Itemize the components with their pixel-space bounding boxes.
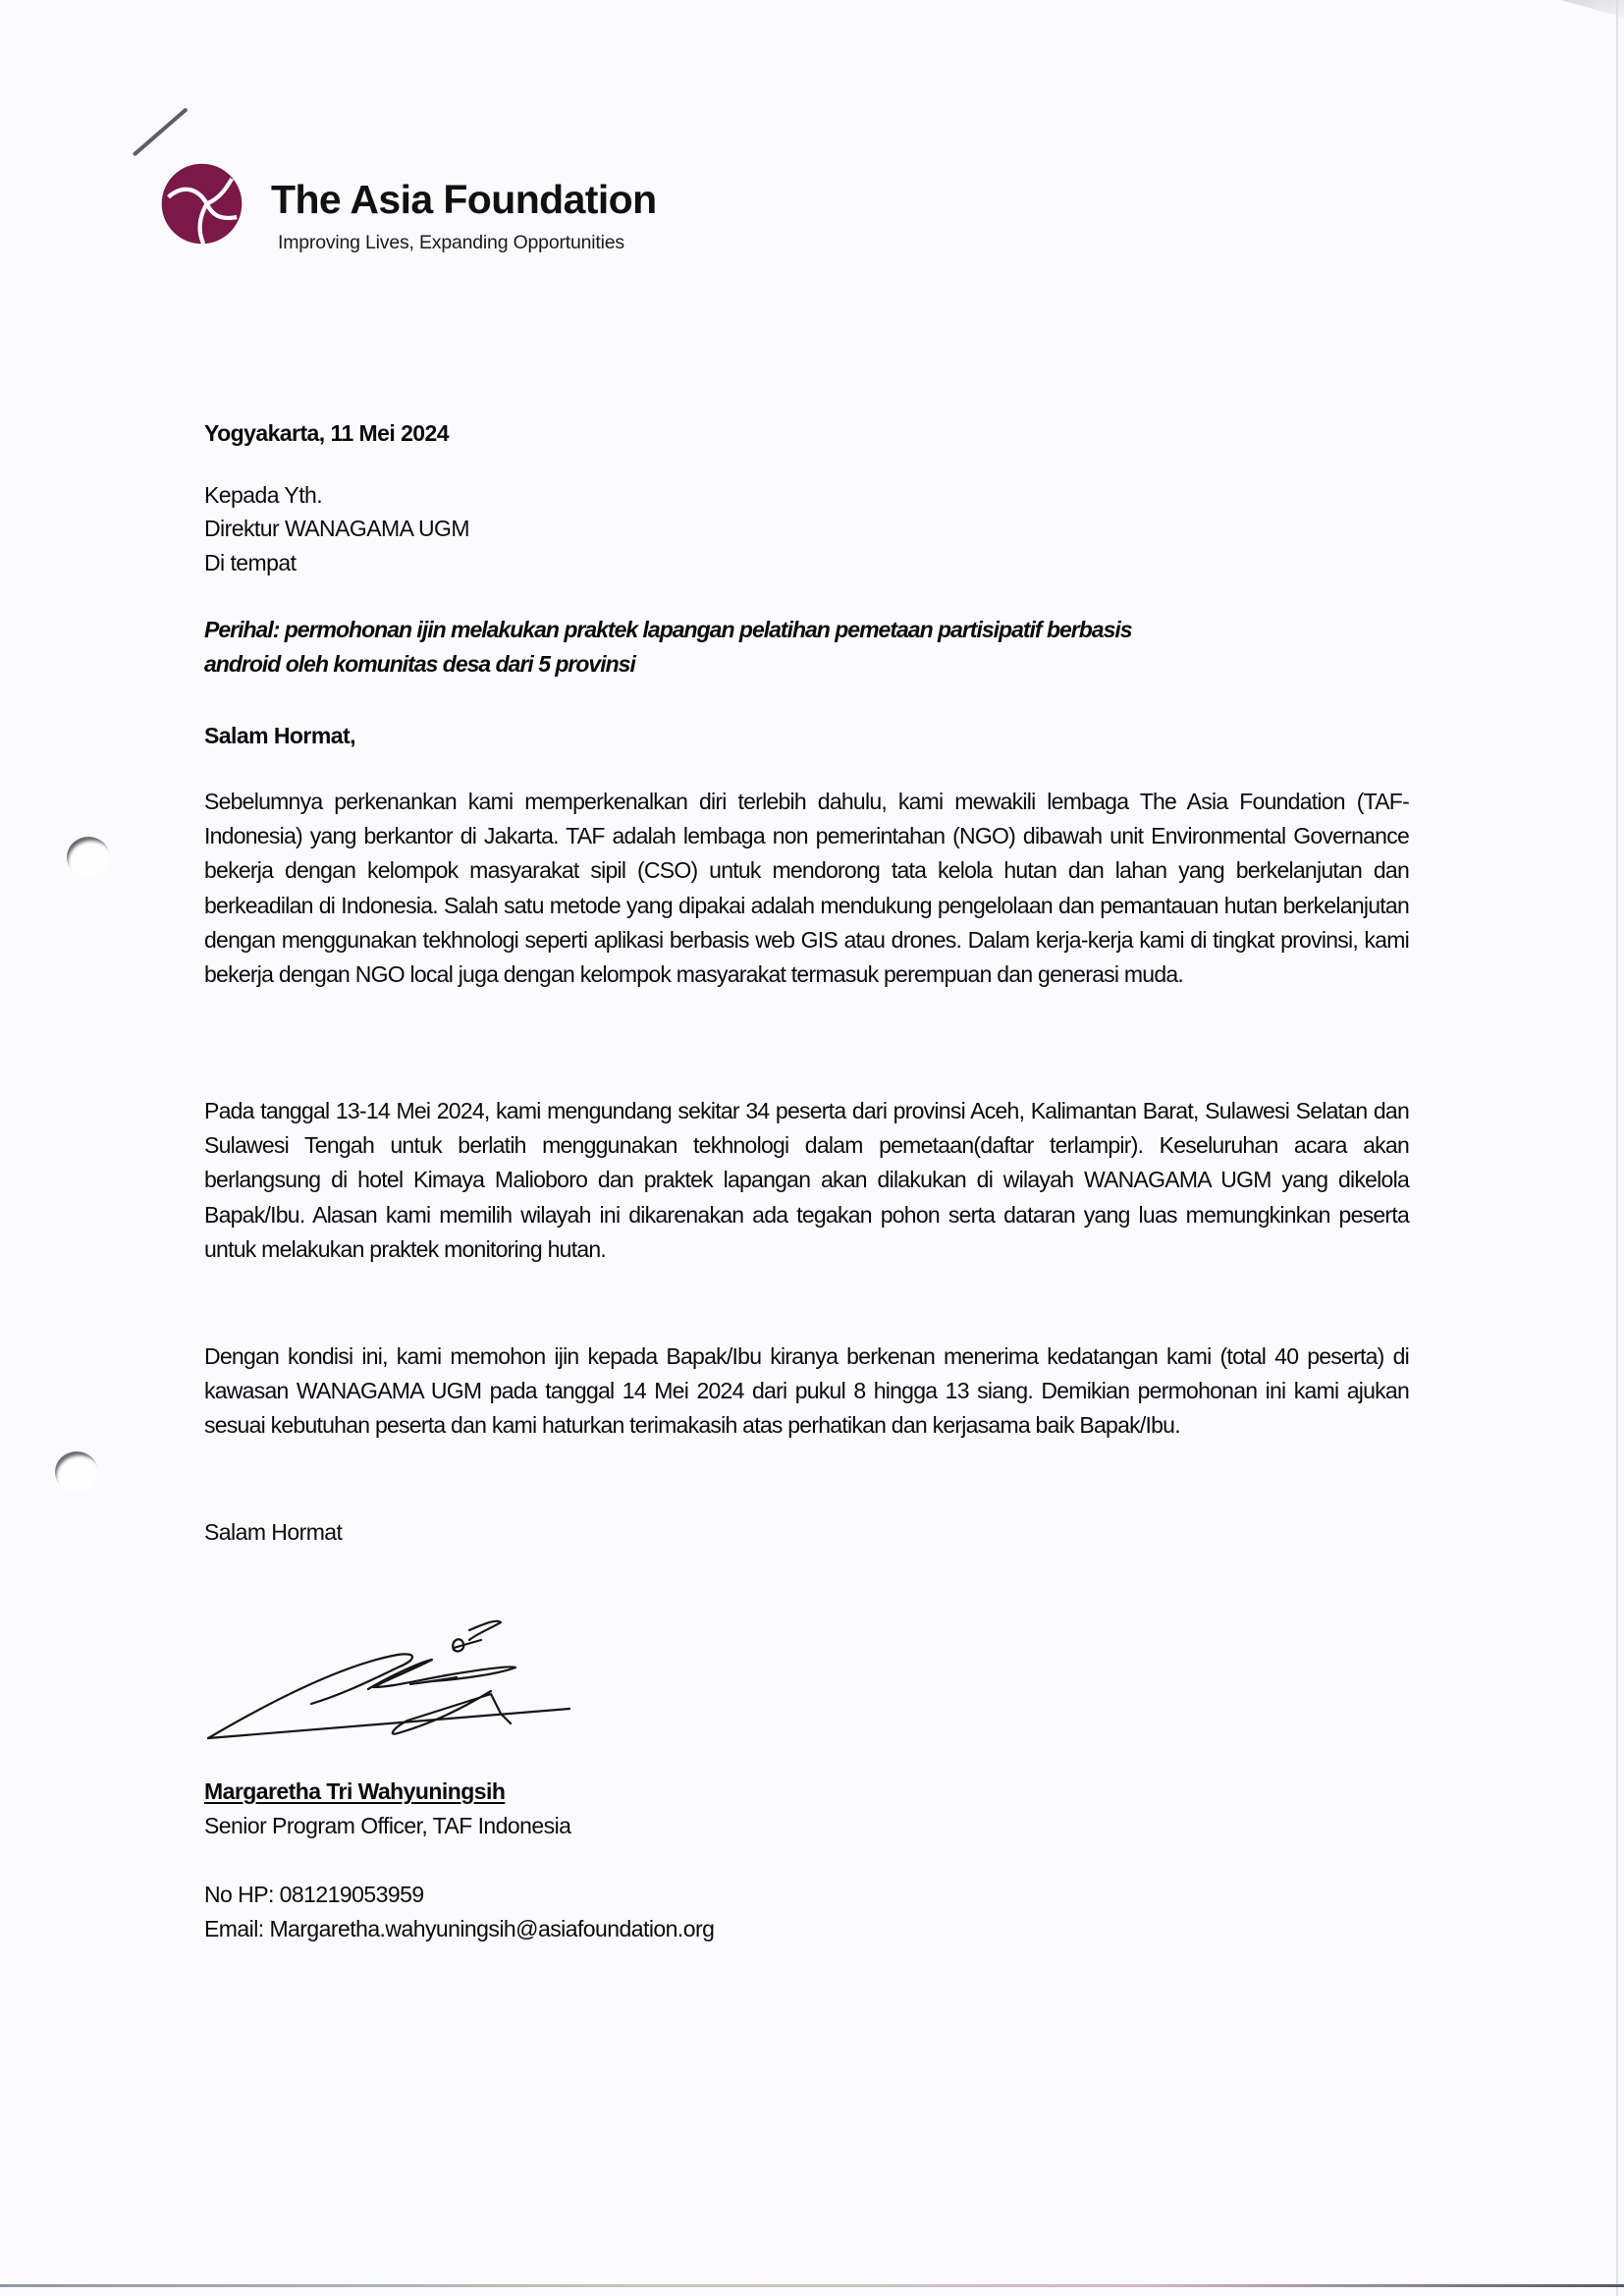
asia-foundation-logo-icon bbox=[160, 162, 244, 246]
subject-line bbox=[204, 613, 1363, 682]
body-paragraph-event: Pada tanggal 13-14 Mei 2024, kami mengundang sekitar 34 peserta dari provinsi Aceh, Kalimantan Barat, Sulawesi Selatan dan Sulawesi Tengah untuk berlatih menggunakan tekhnologi dalam pemetaan(daftar terlampir). Keseluruhan acara akan berlangsung di hotel Kimaya Malioboro dan praktek lapangan akan dilakukan di wilayah WANAGAMA UGM yang dikelola Bapak/Ibu. Alasan kami memilih wilayah ini dikarenakan ada tegakan pohon serta dataran yang luas memungkinkan peserta untuk melakukan praktek monitoring hutan. bbox=[204, 1098, 1409, 1262]
punch-hole-top bbox=[67, 837, 110, 878]
subject-line-1: Perihal: permohonan ijin melakukan praktek lapangan pelatihan pemetaan partisipatif berbasis bbox=[204, 617, 1132, 642]
signatory-email: Email: Margaretha.wahyuningsih@asiafoundation.org bbox=[204, 1916, 715, 1941]
recipient-location: Di tempat bbox=[204, 550, 297, 575]
signatory-phone: No HP: 081219053959 bbox=[204, 1882, 424, 1907]
place-date: Yogyakarta, 11 Mei 2024 bbox=[204, 420, 450, 446]
body-paragraph-request: Dengan kondisi ini, kami memohon ijin kepada Bapak/Ibu kiranya berkenan menerima kedatangan kami (total 40 peserta) di kawasan WANAGAMA UGM pada tanggal 14 Mei 2024 dari pukul 8 hingga 13 siang. Demikian permohonan ini kami ajukan sesuai kebutuhan peserta dan kami haturkan terimakasih atas perhatikan dan kerjasama baik Bapak/Ibu. bbox=[204, 1343, 1409, 1439]
subject-line-2: android oleh komunitas desa dari 5 provinsi bbox=[204, 651, 635, 677]
signatory-name: Margaretha Tri Wahyuningsih bbox=[204, 1778, 506, 1804]
scan-folded-corner bbox=[1561, 0, 1624, 18]
punch-hole-bottom bbox=[55, 1451, 98, 1493]
recipient-salutation: Kepada Yth. bbox=[204, 482, 323, 508]
greeting: Salam Hormat, bbox=[204, 723, 355, 748]
organization-tagline: Improving Lives, Expanding Opportunities bbox=[278, 232, 624, 253]
scan-bottom-edge bbox=[0, 2284, 1624, 2287]
closing: Salam Hormat bbox=[204, 1519, 343, 1545]
body-paragraph-intro: Sebelumnya perkenankan kami memperkenalkan diri terlebih dahulu, kami mewakili lembaga The Asia Foundation (TAF-Indonesia) yang berkantor di Jakarta. TAF adalah lembaga non pemerintahan (NGO) dibawah unit Environmental Governance bekerja dengan kelompok masyarakat sipil (CSO) untuk mendorong tata kelola hutan dan lahan yang berkelanjutan dan berkeadilan di Indonesia. Salah satu metode yang dipakai adalah mendukung pengelolaan dan pemantauan hutan berkelanjutan dengan menggunakan tekhnologi seperti aplikasi berbasis web GIS atau drones. Dalam kerja-kerja kami di tingkat provinsi, kami bekerja dengan NGO local juga dengan kelompok masyarakat termasuk perempuan dan generasi muda. bbox=[204, 789, 1409, 988]
handwritten-signature-icon bbox=[196, 1611, 589, 1748]
recipient-name: Direktur WANAGAMA UGM bbox=[204, 516, 470, 541]
staple-mark bbox=[133, 107, 189, 156]
signatory-title: Senior Program Officer, TAF Indonesia bbox=[204, 1813, 571, 1838]
scan-right-edge bbox=[1616, 0, 1618, 2296]
organization-name: The Asia Foundation bbox=[271, 177, 657, 222]
